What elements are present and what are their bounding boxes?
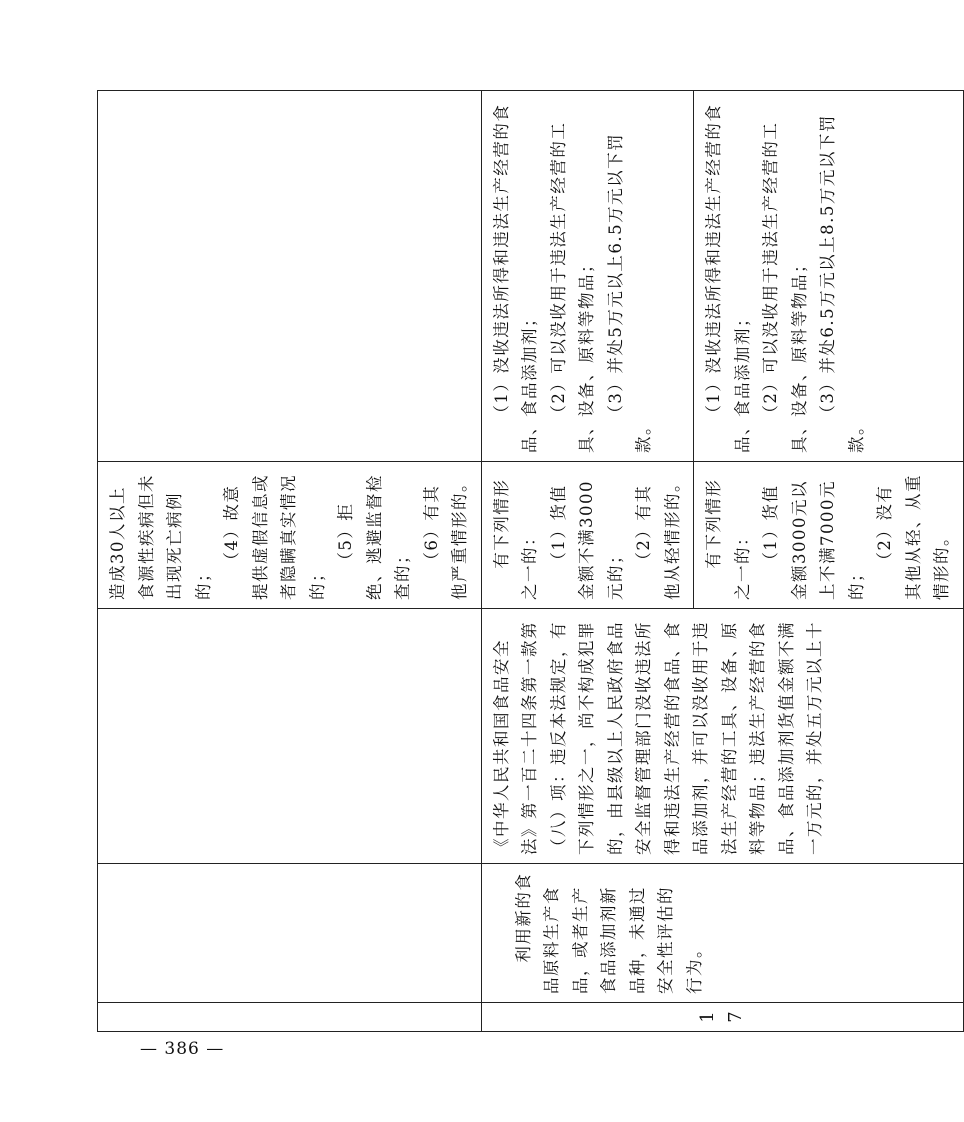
- penalty-line: （3）并处5万元以上6.5万元以下罚款。: [605, 132, 653, 453]
- condition-line: （1）货值金额不满3000元的；: [548, 480, 625, 600]
- penalty-standards-table: [97, 90, 964, 1032]
- condition-cell-light: [481, 462, 694, 609]
- row-number-cell-empty: [98, 1003, 482, 1032]
- behavior-cell: [481, 864, 963, 1003]
- legal-basis-text: 《中华人民共和国食品安全法》第一百二十四条第一款第（八）项：违反本法规定，有下列情形之一，尚不构成犯罪的，由县级以上人民政府食品安全监督管理部门没收违法所得和违法生产经营的食品、食品添加剂，并可以没收用于违法生产经营的工具、设备、原料等物品；违法生产经营的食品、食品添加剂货值金额不满一万元的，并处五万元以上十: [491, 621, 824, 855]
- table-row: [98, 91, 482, 1032]
- legal-basis-cell: [481, 609, 963, 864]
- condition-line: 有下列情形之一的：: [704, 478, 752, 600]
- condition-line: 造成30人以上食源性疾病但未出现死亡病例的；: [108, 474, 213, 600]
- rotated-table-page: [97, 90, 951, 1032]
- condition-cell-general: [694, 462, 964, 609]
- behavior-text: 利用新的食品原料生产食品，或者生产食品添加剂新品种，未通过安全性评估的行为。: [513, 872, 704, 994]
- page-number: — 386 —: [140, 1039, 225, 1059]
- penalty-line: （3）并处6.5万元以上8.5万元以下罚款。: [818, 114, 866, 453]
- condition-cell-prev: [98, 462, 482, 609]
- penalty-cell-light: [481, 91, 694, 462]
- condition-line: （6）有其他严重情形的。: [421, 474, 469, 600]
- penalty-line: （1）没收违法所得和违法生产经营的食品、食品添加剂；: [491, 103, 539, 453]
- penalty-line: （2）可以没收用于违法生产经营的工具、设备、原料等物品；: [761, 121, 809, 453]
- condition-line: （2）有其他从轻情形的。: [634, 474, 682, 600]
- condition-line: （1）货值金额3000元以上不满7000元的；: [761, 480, 866, 600]
- penalty-line: （1）没收违法所得和违法生产经营的食品、食品添加剂；: [704, 103, 752, 453]
- condition-line: （5）拒绝、逃避监督检查的；: [336, 474, 412, 600]
- penalty-cell-general: [694, 91, 964, 462]
- penalty-line: （2）可以没收用于违法生产经营的工具、设备、原料等物品；: [548, 121, 596, 453]
- condition-line: （2）没有其他从轻、从重情形的。: [875, 474, 951, 600]
- condition-line: 有下列情形之一的：: [491, 478, 539, 600]
- behavior-cell-empty: [98, 864, 482, 1003]
- legal-basis-cell-empty: [98, 609, 482, 864]
- penalty-cell-empty: [98, 91, 482, 462]
- row-number-cell: 17: [481, 1003, 963, 1032]
- condition-line: （4）故意提供虚假信息或者隐瞒真实情况的；: [222, 474, 327, 600]
- table-row: [481, 91, 694, 1032]
